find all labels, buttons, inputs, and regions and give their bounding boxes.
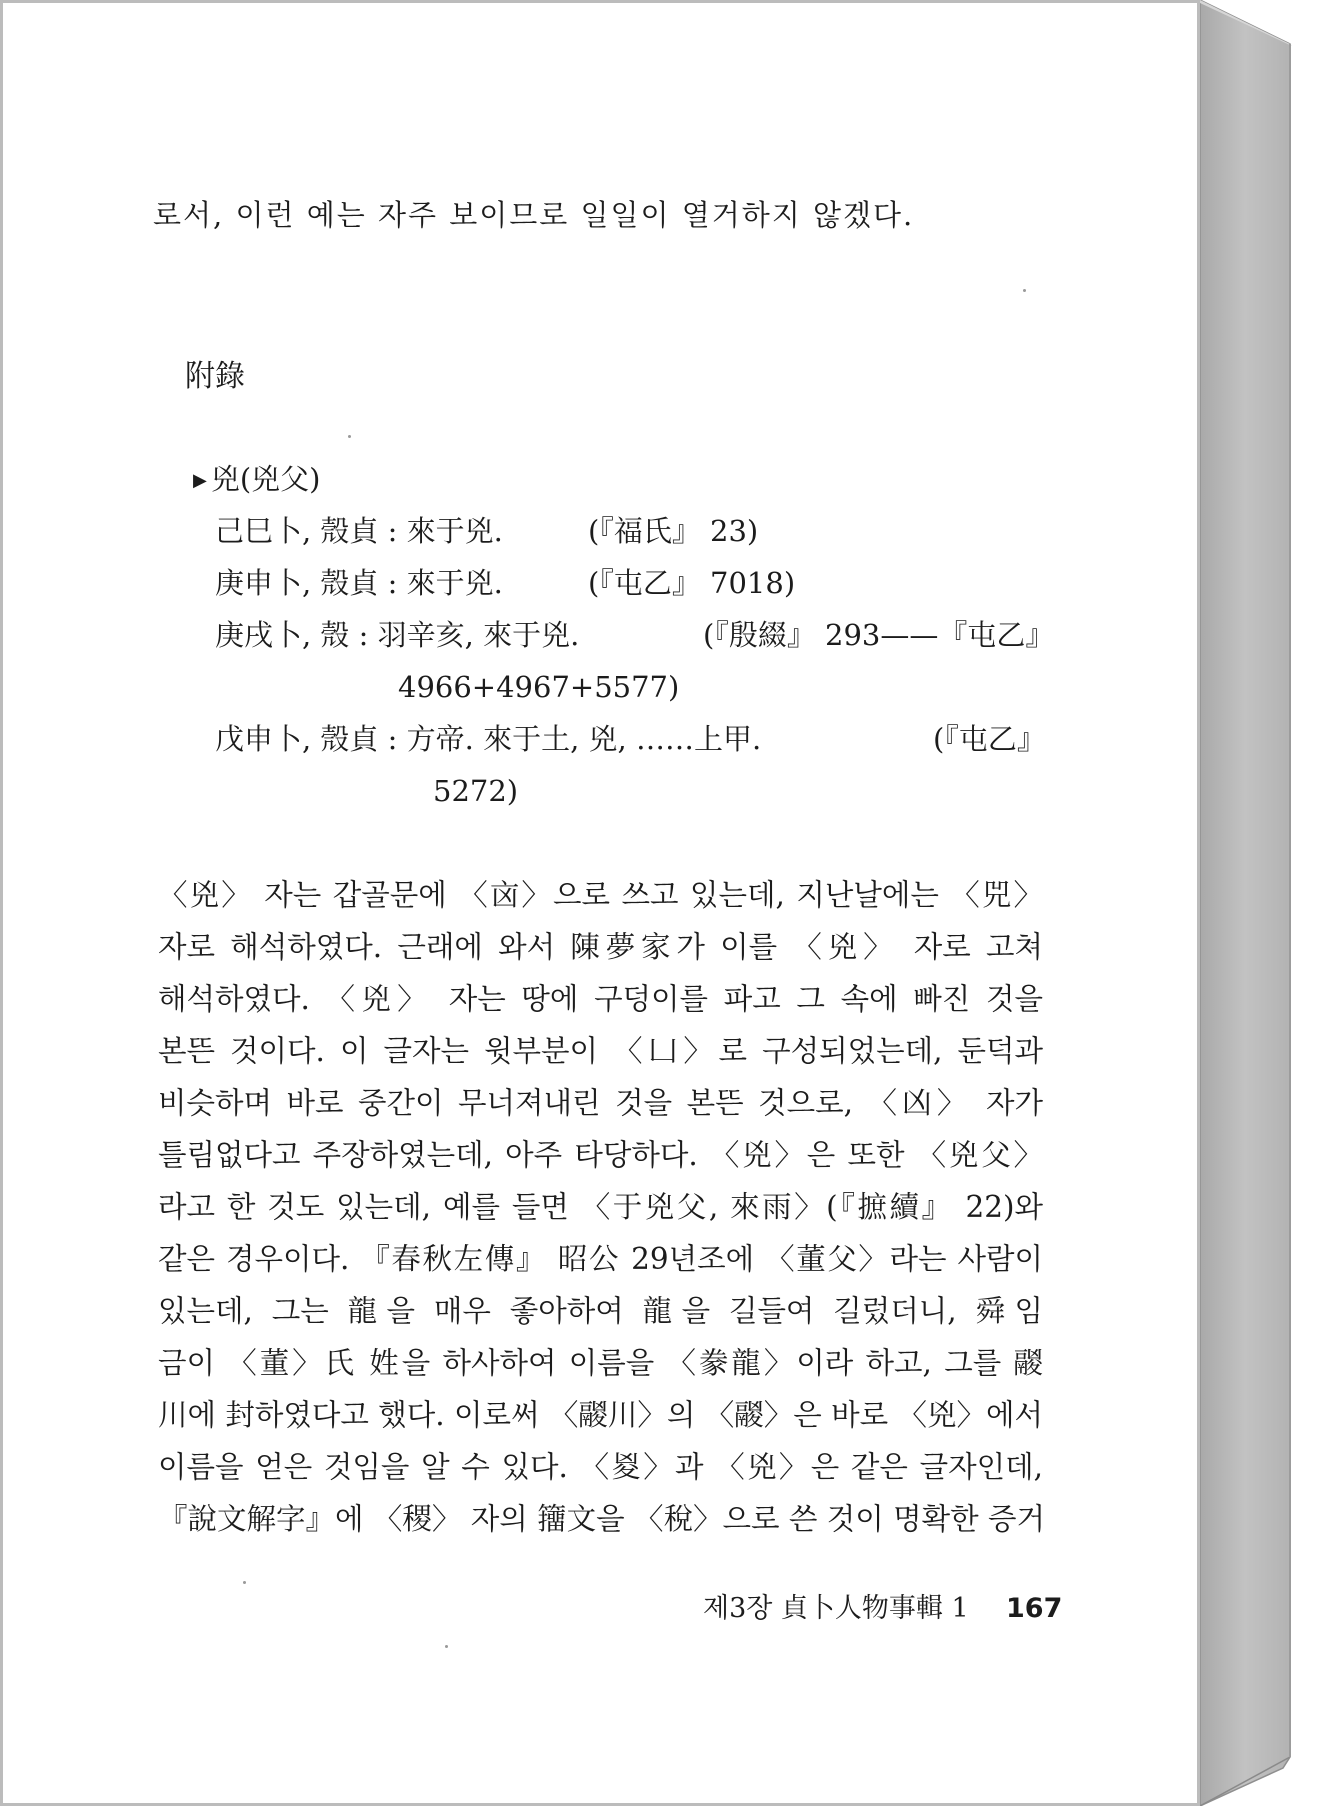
scan-speck (1023, 289, 1026, 292)
body-line: 비슷하며 바로 중간이 무너져내린 것을 본뜬 것으로, 〈凶〉 자가 (158, 1086, 1043, 1120)
inscription-text: 庚戌卜, 殼 : 羽辛亥, 來于兇. (215, 618, 580, 652)
body-line: 틀림없다고 주장하였는데, 아주 타당하다. 〈兇〉은 또한 〈兇父〉 (158, 1138, 1043, 1172)
inscription-source: (『屯乙』 (933, 722, 1046, 756)
body-line: 자로 해석하였다. 근래에 와서 陳夢家가 이를 〈兇〉 자로 고쳐 (158, 930, 1043, 964)
scan-speck (243, 1581, 246, 1584)
entry-title-text: 兇(兇父) (210, 462, 321, 496)
body-line: 본뜬 것이다. 이 글자는 윗부분이 〈凵〉로 구성되었는데, 둔덕과 (158, 1034, 1043, 1068)
body-line: 〈兇〉 자는 갑골문에 〈㐫〉으로 쓰고 있는데, 지난날에는 〈兕〉 (158, 878, 1043, 912)
body-line: 川에 封하였다고 했다. 이로써 〈鬷川〉의 〈鬷〉은 바로 〈兇〉에서 (158, 1398, 1043, 1432)
body-line: 라고 한 것도 있는데, 예를 들면 〈于兇父, 來雨〉(『摭續』 22)와 (158, 1190, 1043, 1224)
inscription-text: 庚申卜, 殼貞 : 來于兇. (215, 566, 503, 600)
body-line: 금이 〈董〉氏 姓을 하사하여 이름을 〈豢龍〉이라 하고, 그를 鬷 (158, 1346, 1043, 1380)
inscription-source: (『福氏』 23) (588, 514, 759, 548)
inscription-continuation: 5272) (433, 774, 519, 808)
inscription-source: (『殷綴』 293——『屯乙』 (703, 618, 1055, 652)
inscription-text: 戊申卜, 殼貞 : 方帝. 來于土, 兇, ……上甲. (215, 722, 762, 756)
body-line: 이름을 얻은 것임을 알 수 있다. 〈㚇〉과 〈兇〉은 같은 글자인데, (158, 1450, 1043, 1484)
book-side-edge (1200, 0, 1342, 1806)
body-line: 같은 경우이다. 『春秋左傳』 昭公 29년조에 〈董父〉라는 사람이 (158, 1242, 1043, 1276)
inscription-text: 己巳卜, 殼貞 : 來于兇. (215, 514, 503, 548)
scan-speck (348, 435, 351, 438)
scan-speck (445, 1645, 448, 1648)
inscription-source: (『屯乙』 7018) (588, 566, 796, 600)
intro-line: 로서, 이런 예는 자주 보이므로 일일이 열거하지 않겠다. (153, 198, 915, 232)
footer-chapter-title: 제3장 貞卜人物事輯 1 (703, 1593, 969, 1624)
appendix-heading: 附錄 (185, 359, 245, 394)
triangle-bullet-icon: ▶ (193, 470, 207, 491)
book-3d-edge-graphic (1200, 0, 1342, 1806)
body-line: 있는데, 그는 龍을 매우 좋아하여 龍을 길들여 길렀더니, 舜임 (158, 1294, 1043, 1328)
body-line: 해석하였다. 〈兇〉 자는 땅에 구덩이를 파고 그 속에 빠진 것을 (158, 982, 1043, 1016)
page-number: 167 (1006, 1593, 1063, 1624)
inscription-continuation: 4966+4967+5577) (398, 670, 680, 704)
body-line: 『說文解字』에 〈稷〉 자의 籒文을 〈稅〉으로 쓴 것이 명확한 증거 (158, 1502, 1045, 1536)
entry-title (193, 459, 320, 501)
